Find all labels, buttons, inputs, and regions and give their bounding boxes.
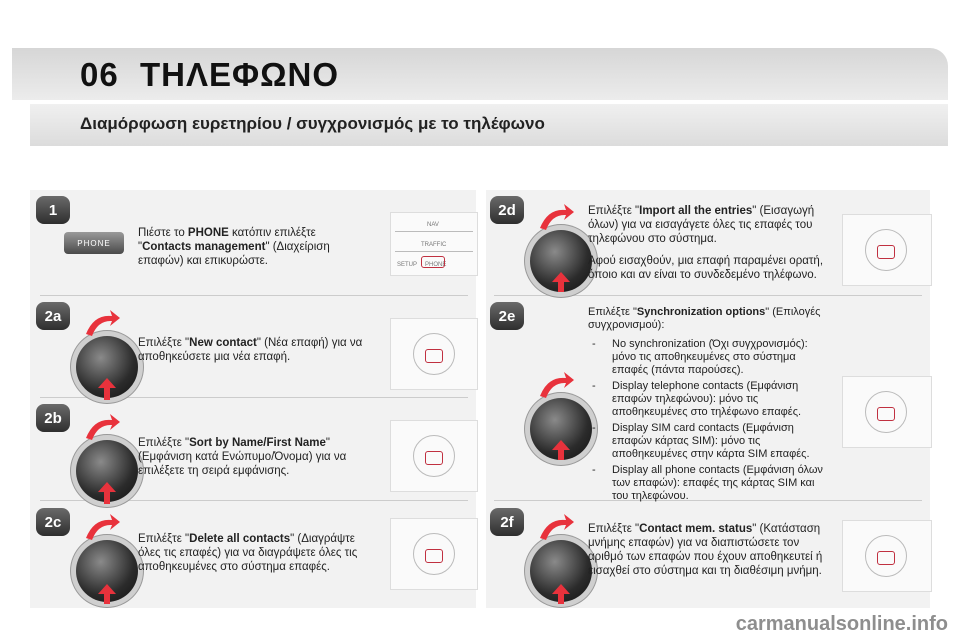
- step-badge-2e: 2e: [490, 302, 524, 330]
- option-dash: -: [592, 464, 596, 476]
- chapter-number: 06: [80, 56, 119, 93]
- radio-panel-image: NAV TRAFFIC SETUP PHONE: [390, 212, 478, 276]
- option-dash: -: [592, 380, 596, 392]
- option-item: Display telephone contacts (Εμφάνιση επαφών τηλεφώνου): μόνο τις αποθηκευμένες στο τηλέφωνο επαφές.: [612, 380, 802, 418]
- press-arrow-icon: [98, 584, 116, 604]
- step-2e-text: Επιλέξτε "Synchronization options" (Επιλογές συγχρονισμού):: [588, 306, 821, 331]
- section-title: Διαμόρφωση ευρετηρίου / συγχρονισμός με το τηλέφωνο: [80, 114, 545, 133]
- step-2c-text: Επιλέξτε "Delete all contacts" (Διαγράψτε όλες τις επαφές) για να διαγράψετε όλες τις αποθηκευμένες στο σύστημα επαφές.: [138, 533, 358, 573]
- option-item: Display SIM card contacts (Εμφάνιση επαφών κάρτας SIM): μόνο τις αποθηκευμένες στην κάρτα SIM επαφές.: [612, 422, 810, 460]
- rotate-arrow-icon: [536, 370, 576, 400]
- press-arrow-icon: [552, 584, 570, 604]
- option-item: Display all phone contacts (Εμφάνιση όλων των επαφών): επαφές της κάρτας SIM και του τηλεφώνου.: [612, 464, 823, 502]
- step-2b-text: Επιλέξτε "Sort by Name/First Name" (Εμφάνιση κατά Ενώπυμο/Όνομα) για να επιλέξετε τη σειρά εμφάνισης.: [138, 437, 347, 477]
- press-arrow-icon: [98, 482, 116, 504]
- step-badge-1: 1: [36, 196, 70, 224]
- step-2f-text: Επιλέξτε "Contact mem. status" (Κατάσταση μνήμης επαφών) για να διαπιστώσετε τον αριθμό των επαφών που έχουν αποθηκευτεί ή εισαχθεί στο σύστημα και τη διαθέσιμη μνήμη.: [588, 523, 823, 577]
- option-dash: -: [592, 338, 596, 350]
- option-dash: -: [592, 422, 596, 434]
- radio-panel-image: [842, 214, 932, 286]
- step-badge-2d: 2d: [490, 196, 524, 224]
- press-arrow-icon: [98, 378, 116, 400]
- chapter-title: ΤΗΛΕΦΩΝΟ: [140, 56, 340, 93]
- rotate-arrow-icon: [536, 512, 576, 542]
- phone-button-icon: PHONE: [64, 232, 124, 254]
- option-item: No synchronization (Όχι συγχρονισμός): μόνο τις αποθηκευμένες στο σύστημα επαφές (πάντα παρούσες).: [612, 338, 808, 376]
- press-arrow-icon: [552, 440, 570, 460]
- radio-panel-image: [842, 520, 932, 592]
- step-badge-2c: 2c: [36, 508, 70, 536]
- divider: [40, 295, 468, 296]
- radio-panel-image: [390, 420, 478, 492]
- radio-panel-image: [390, 518, 478, 590]
- step-badge-2a: 2a: [36, 302, 70, 330]
- step-2d-text: Επιλέξτε "Import all the entries" (Εισαγωγή όλων) για να εισαγάγετε όλες τις επαφές του τηλεφώνου στο σύστημα.: [588, 205, 815, 245]
- rotate-arrow-icon: [82, 512, 122, 542]
- rotate-arrow-icon: [536, 202, 576, 232]
- press-arrow-icon: [552, 272, 570, 292]
- rotate-arrow-icon: [82, 412, 122, 442]
- step-2d-note: Αφού εισαχθούν, μια επαφή παραμένει ορατή, όποιο και αν είναι το συνδεδεμένο τηλέφωνο.: [588, 255, 824, 281]
- step-badge-2b: 2b: [36, 404, 70, 432]
- watermark: carmanualsonline.info: [735, 613, 948, 635]
- step-badge-2f: 2f: [490, 508, 524, 536]
- step-1-text: Πιέστε το PHONE κατόπιν επιλέξτε "Contacts management" (Διαχείριση επαφών) και επικυρώστε.: [138, 227, 330, 267]
- step-2a-text: Επιλέξτε "New contact" (Νέα επαφή) για να αποθηκεύσετε μια νέα επαφή.: [138, 337, 363, 363]
- radio-panel-image: [390, 318, 478, 390]
- radio-panel-image: [842, 376, 932, 448]
- divider: [494, 295, 922, 296]
- rotate-arrow-icon: [82, 308, 122, 338]
